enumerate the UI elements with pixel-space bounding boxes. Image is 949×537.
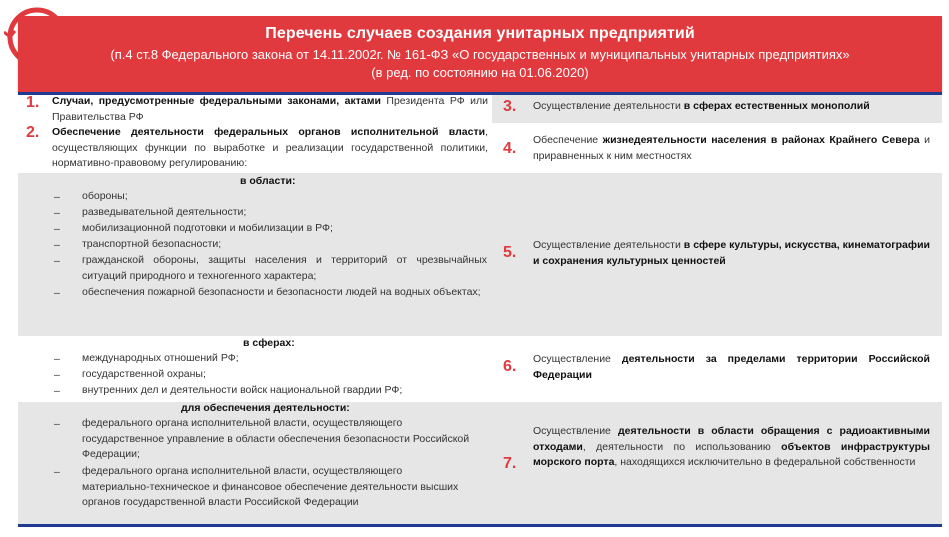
edition-note: (в ред. по состоянию на 01.06.2020)	[371, 65, 589, 80]
list-item: разведывательной деятельности;	[82, 206, 247, 218]
list-item: мобилизационной подготовки и мобилизации в РФ;	[82, 222, 333, 234]
list-item: федерального органа исполнительной власти, осуществляющего государственное управление в области обеспечения безопасности Российской Федерации;	[82, 417, 470, 460]
item7-text: Осуществление деятельности в области обращения с радиоактивными отходами, деятельности по использованию объектов инфраструктуры морского порта, находящихся исключительно в федеральной собственности	[533, 425, 931, 468]
list-dash: –	[54, 191, 60, 203]
item1-text: Случаи, предусмотренные федеральными законами, актами Президента РФ или Правительства РФ	[52, 95, 488, 123]
list-item: транспортной безопасности;	[82, 238, 222, 250]
list-dash: –	[54, 466, 60, 478]
item1-number: 1.	[26, 94, 40, 111]
item4-number: 4.	[503, 140, 517, 157]
page-title: Перечень случаев создания унитарных предприятий	[265, 25, 695, 42]
bottom-divider	[18, 524, 942, 527]
item5-text: Осуществление деятельности в сфере культуры, искусства, кинематографии и сохранения культурных ценностей	[533, 239, 930, 267]
list-dash: –	[54, 239, 60, 251]
item6-text: Осуществление деятельности за пределами территории Российской Федерации	[533, 353, 930, 381]
areas-heading: в области:	[240, 175, 296, 187]
list-item: обеспечения пожарной безопасности и безопасности людей на водных объектах;	[82, 286, 481, 298]
item6-number: 6.	[503, 358, 517, 375]
list-item: внутренних дел и деятельности войск национальной гвардии РФ;	[82, 384, 403, 396]
list-dash: –	[54, 223, 60, 235]
item5-number: 5.	[503, 244, 517, 261]
header-banner	[18, 16, 942, 92]
item2-text: Обеспечение деятельности федеральных органов исполнительной власти, осуществляющих функции по выработке и реализации государственной политики, нормативно-правовому регулированию:	[52, 126, 488, 169]
list-dash: –	[54, 353, 60, 365]
list-item: государственной охраны;	[82, 368, 206, 380]
list-dash: –	[54, 255, 60, 267]
page-subtitle: (п.4 ст.8 Федерального закона от 14.11.2002г. № 161-ФЗ «О государственных и муниципальных унитарных предприятиях»	[110, 47, 850, 62]
list-dash: –	[54, 385, 60, 397]
list-item: международных отношений РФ;	[82, 352, 239, 364]
list-item: гражданской обороны, защиты населения и территорий от чрезвычайных ситуаций природного и техногенного характера;	[82, 254, 487, 282]
item4-text: Обеспечение жизнедеятельности населения в районах Крайнего Севера и приравненных к ним местностях	[533, 134, 930, 162]
list-dash: –	[54, 287, 60, 299]
list-item: обороны;	[82, 190, 128, 202]
item3-text: Осуществление деятельности в сферах естественных монополий	[533, 100, 870, 112]
list-dash: –	[54, 207, 60, 219]
support-heading: для обеспечения деятельности:	[181, 402, 350, 414]
item2-number: 2.	[26, 124, 40, 141]
list-dash: –	[54, 369, 60, 381]
list-dash: –	[54, 418, 60, 430]
spheres-heading: в сферах:	[243, 337, 295, 349]
list-item: федерального органа исполнительной власти, осуществляющего материально-техническое и финансовое обеспечение деятельности высших органов государственной власти Российской Федерации	[82, 465, 459, 508]
item3-number: 3.	[503, 98, 517, 115]
item7-number: 7.	[503, 455, 517, 472]
